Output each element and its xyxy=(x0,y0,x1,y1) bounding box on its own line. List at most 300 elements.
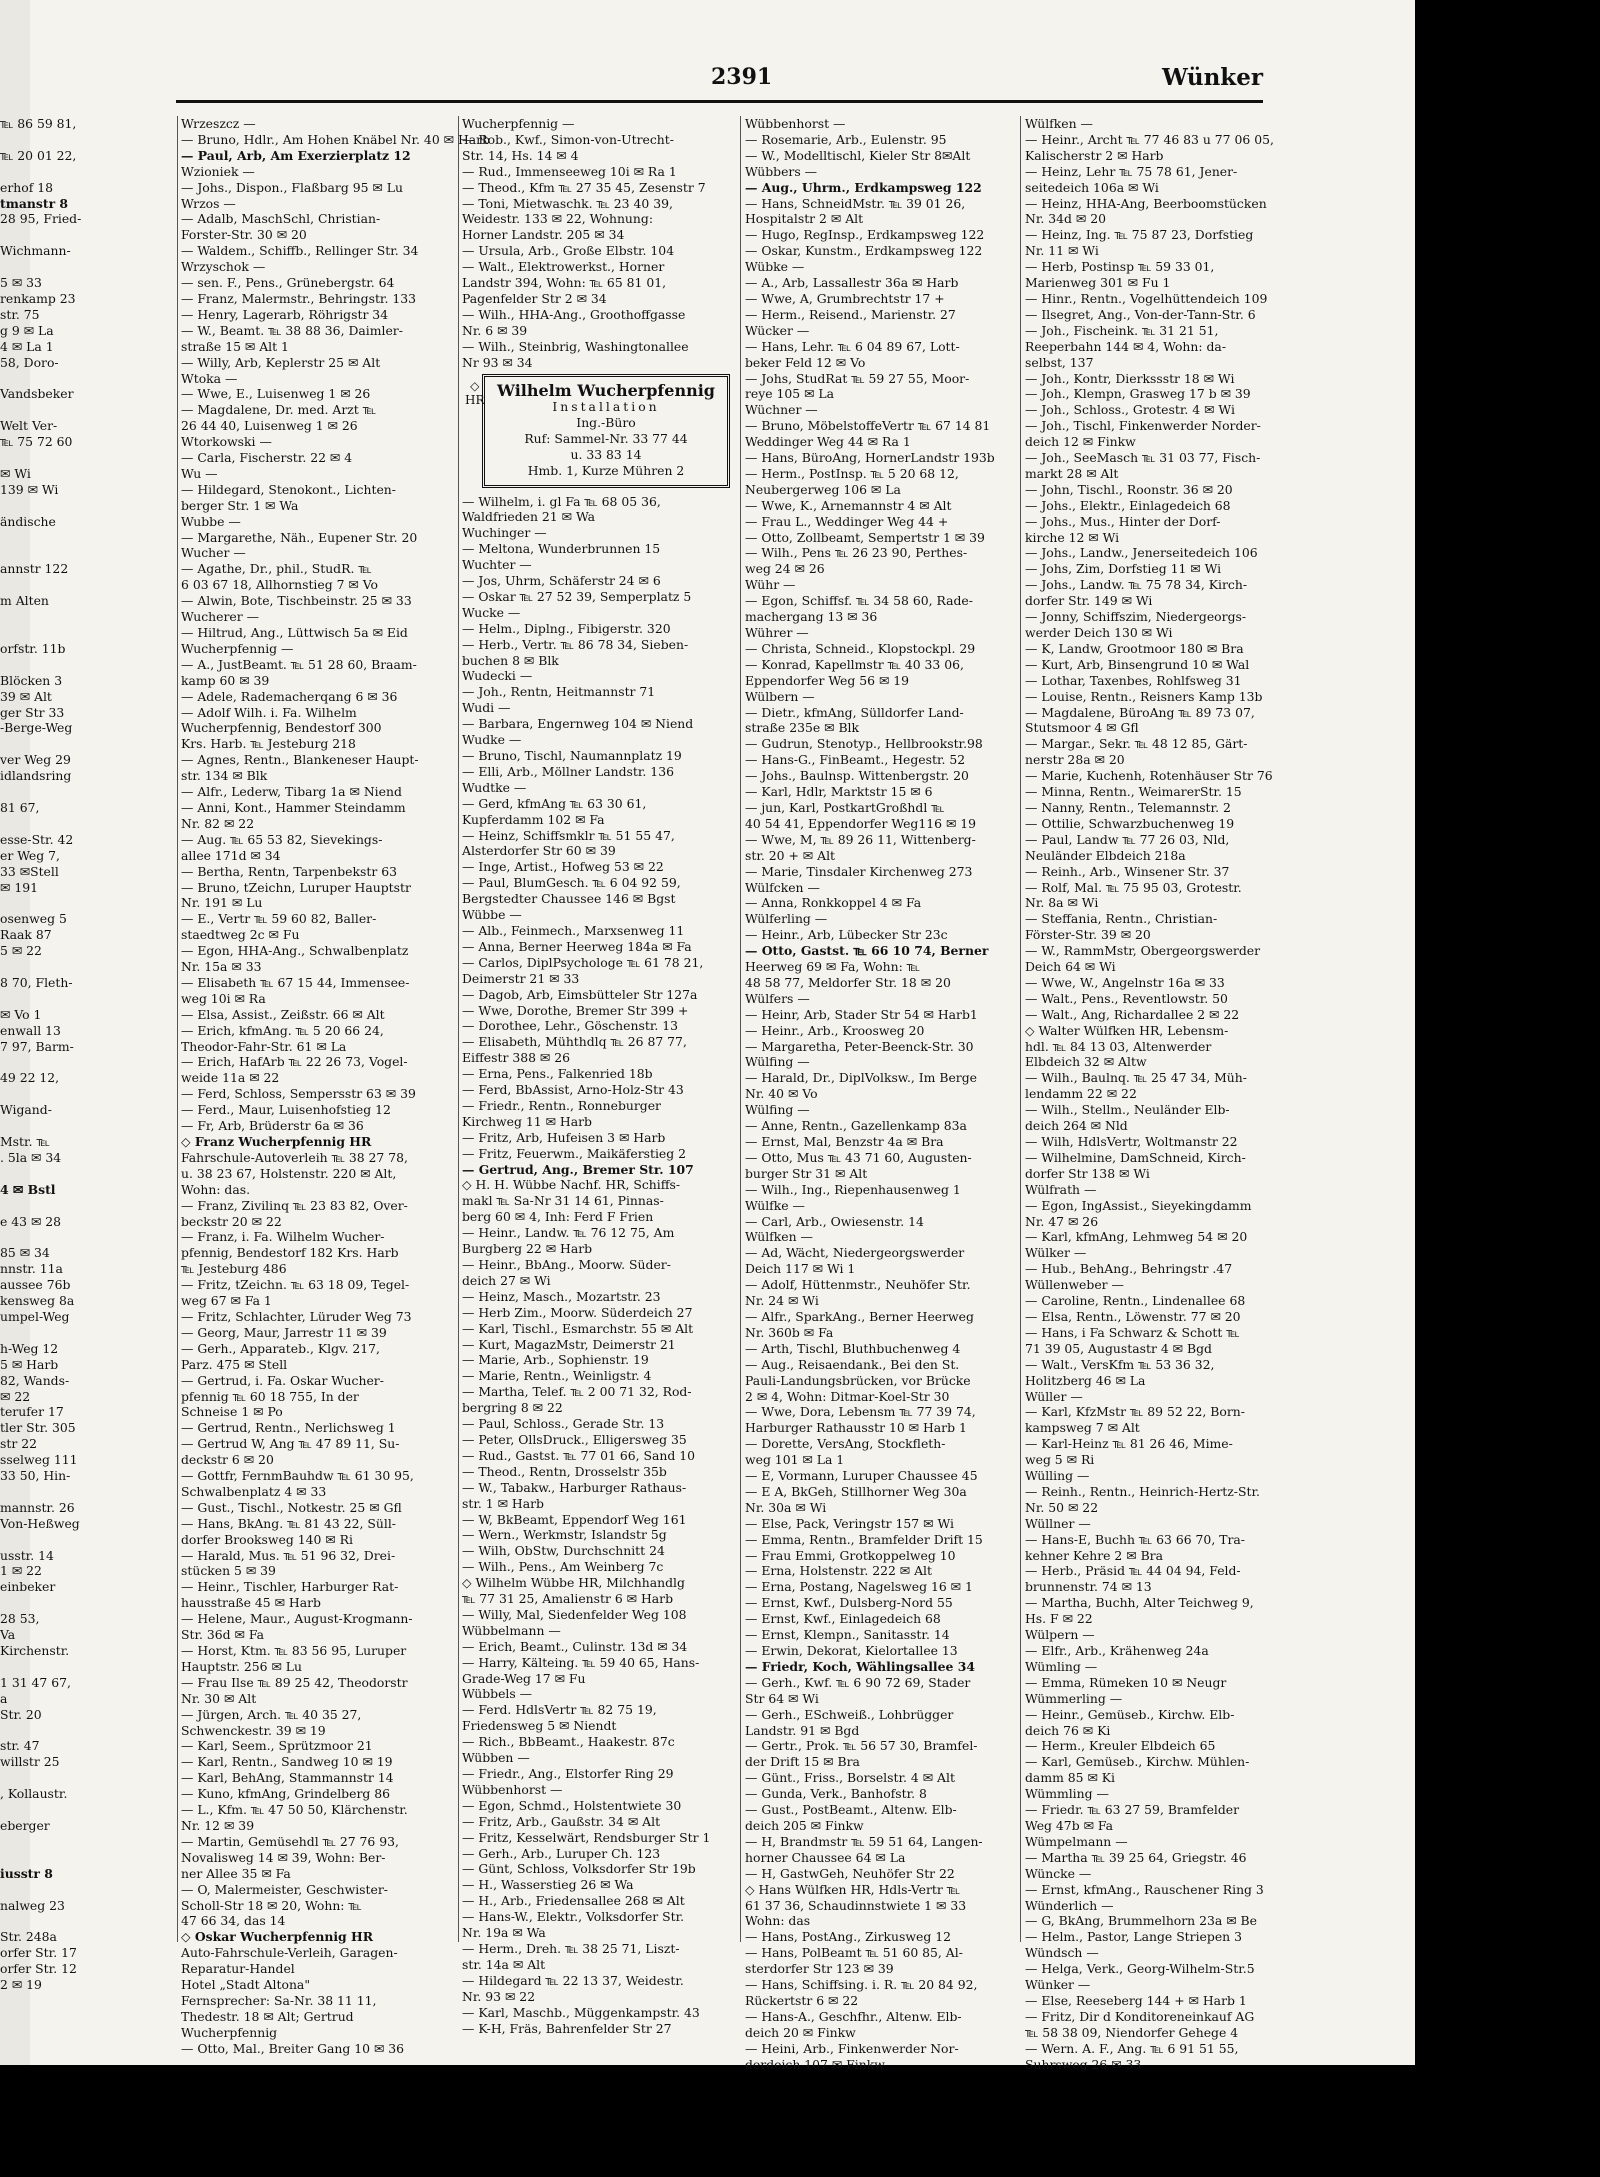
directory-entry: — Heinz, Masch., Mozartstr. 23 xyxy=(462,1288,661,1304)
directory-entry: ✉ 22 xyxy=(0,1388,31,1404)
directory-entry: — L., Kfm. ℡ 47 50 50, Klärchenstr. xyxy=(181,1802,408,1818)
directory-entry xyxy=(0,1659,170,1675)
directory-entry: — Anne, Rentn., Gazellenkamp 83a xyxy=(745,1118,967,1134)
directory-entry: — Herm., Dreh. ℡ 38 25 71, Liszt- xyxy=(462,1940,680,1956)
directory-entry: e 43 ✉ 28 xyxy=(0,1213,62,1229)
directory-entry: — Fritz, Feuerwm., Maikäferstieg 2 xyxy=(462,1145,687,1161)
directory-entry: Wrzyschok — xyxy=(181,259,266,275)
directory-entry: Wümmling — xyxy=(1025,1786,1109,1802)
directory-entry: Wülfing — xyxy=(745,1054,810,1070)
directory-entry: Fahrschule-Autoverleih ℡ 38 27 78, xyxy=(181,1149,408,1165)
directory-entry: — Bruno, tZeichn, Luruper Hauptstr xyxy=(181,879,411,895)
directory-entry: str. 47 xyxy=(0,1738,40,1754)
directory-entry: Kalischerstr 2 ✉ Harb xyxy=(1025,147,1164,163)
directory-entry: — Heinr, Arb, Stader Str 54 ✉ Harb1 xyxy=(745,1006,978,1022)
directory-entry: Wudecki — xyxy=(462,668,533,684)
directory-entry: Wülling — xyxy=(1025,1468,1090,1484)
ad-marker xyxy=(465,379,485,407)
directory-entry: — Bruno, Tischl, Naumannplatz 19 xyxy=(462,748,682,763)
directory-entry: — Gerh., Kwf. ℡ 6 90 72 69, Stader xyxy=(745,1674,971,1690)
directory-entry: — Emma, Rümeken 10 ✉ Neugr xyxy=(1025,1674,1227,1690)
directory-entry: — H., Wasserstieg 26 ✉ Wa xyxy=(462,1877,634,1893)
directory-entry: — Heinr., Archt ℡ 77 46 83 u 77 06 05, xyxy=(1025,131,1274,147)
directory-entry: Wülfken — xyxy=(1025,116,1093,131)
directory-entry: — Gertrud, i. Fa. Oskar Wucher- xyxy=(181,1372,384,1388)
column-0 xyxy=(0,116,170,1993)
directory-entry: — Wilh, HdlsVertr, Woltmanstr 22 xyxy=(1025,1134,1238,1149)
column-2-lower xyxy=(462,494,730,2037)
directory-entry: — Reinh., Arb., Winsener Str. 37 xyxy=(1025,863,1230,879)
directory-entry: — Frau Emmi, Grotkoppelweg 10 xyxy=(745,1547,956,1563)
directory-entry: — Anni, Kont., Hammer Steindamm xyxy=(181,799,406,815)
directory-entry: — Rud., Gastst. ℡ 77 01 66, Sand 10 xyxy=(462,1447,696,1463)
directory-entry: kirche 12 ✉ Wi xyxy=(1025,529,1120,545)
directory-entry: orfstr. 11b xyxy=(0,640,66,656)
directory-entry: — Hans, Lehr. ℡ 6 04 89 67, Lott- xyxy=(745,338,960,354)
directory-entry: — Heinr., BbAng., Moorw. Süder- xyxy=(462,1257,671,1272)
directory-entry: — Wilh., HHA-Ang., Groothoffgasse xyxy=(462,306,686,322)
directory-entry: — Dorothee, Lehr., Göschenstr. 13 xyxy=(462,1018,679,1034)
directory-entry: Weg 47b ✉ Fa xyxy=(1025,1817,1114,1833)
directory-entry: 61 37 36, Schaudinnstwiete 1 ✉ 33 xyxy=(745,1897,967,1913)
directory-entry: osenweg 5 xyxy=(0,911,67,927)
directory-entry: — Martha, Telef. ℡ 2 00 71 32, Rod- xyxy=(462,1384,692,1400)
directory-entry xyxy=(0,991,170,1007)
directory-entry: — Karl, Seem., Sprützmoor 21 xyxy=(181,1738,373,1754)
directory-entry: — Wilh., Pens., Am Weinberg 7c xyxy=(462,1559,664,1575)
directory-entry: — Ernst, Kwf., Einlagedeich 68 xyxy=(745,1611,941,1627)
directory-entry: — Caroline, Rentn., Lindenallee 68 xyxy=(1025,1293,1246,1309)
directory-entry: Weddinger Weg 44 ✉ Ra 1 xyxy=(745,434,911,450)
directory-entry: u. 38 23 67, Holstenstr. 220 ✉ Alt, xyxy=(181,1165,397,1181)
directory-entry: — Herb., Vertr. ℡ 86 78 34, Sieben- xyxy=(462,636,689,652)
directory-entry: — Herb., Präsid ℡ 44 04 94, Feld- xyxy=(1025,1563,1241,1579)
directory-entry xyxy=(0,450,170,466)
directory-entry: — Erich, kfmAng. ℡ 5 20 66 24, xyxy=(181,1022,384,1038)
directory-entry: str. 14a ✉ Alt xyxy=(462,1956,546,1972)
directory-entry: Wuchinger — xyxy=(462,525,547,541)
directory-entry: — Rosemarie, Arb., Eulenstr. 95 xyxy=(745,131,947,147)
directory-entry: — Karl-Heinz ℡ 81 26 46, Mime- xyxy=(1025,1436,1233,1452)
directory-entry: damm 85 ✉ Ki xyxy=(1025,1770,1116,1786)
directory-entry: — Waldem., Schiffb., Rellinger Str. 34 xyxy=(181,243,419,259)
directory-entry: pfennig, Bendestorf 182 Krs. Harb xyxy=(181,1245,399,1261)
directory-entry: — Agnes, Rentn., Blankeneser Haupt- xyxy=(181,752,419,768)
directory-entry: — Hans-A., Geschfhr., Altenw. Elb- xyxy=(745,2008,962,2024)
directory-entry: Scholl-Str 18 ✉ 20, Wohn: ℡ xyxy=(181,1897,362,1913)
directory-entry: — Egon, IngAssist., Sieyekingdamm xyxy=(1025,1197,1252,1213)
directory-entry: — O, Malermeister, Geschwister- xyxy=(181,1881,388,1897)
directory-entry: Nr. 6 ✉ 39 xyxy=(462,322,528,338)
directory-entry: — Hans, i Fa Schwarz & Schott ℡ xyxy=(1025,1324,1240,1340)
directory-entry: ℡ 86 59 81, xyxy=(0,116,77,131)
directory-entry: Wünderlich — xyxy=(1025,1897,1114,1913)
directory-entry: Wucherpfennig — xyxy=(181,640,294,656)
directory-entry: Hospitalstr 2 ✉ Alt xyxy=(745,211,864,227)
directory-entry: Krs. Harb. ℡ Jesteburg 218 xyxy=(181,736,356,752)
directory-entry: Nr. 30a ✉ Wi xyxy=(745,1499,827,1515)
directory-entry: — Anna, Ronkkoppel 4 ✉ Fa xyxy=(745,895,922,911)
directory-entry: — Adolf, Hüttenmstr., Neuhöfer Str. xyxy=(745,1277,971,1293)
directory-entry: weg 24 ✉ 26 xyxy=(745,561,825,577)
directory-entry: — Wwe, E., Luisenweg 1 ✉ 26 xyxy=(181,386,371,402)
directory-entry: Theodor-Fahr-Str. 61 ✉ La xyxy=(181,1038,347,1054)
directory-entry: Fernsprecher: Sa-Nr. 38 11 11, xyxy=(181,1992,377,2008)
directory-entry: deich 20 ✉ Finkw xyxy=(745,2024,856,2040)
directory-entry: — Ferd., Maur, Luisenhofstieg 12 xyxy=(181,1102,391,1118)
directory-entry xyxy=(0,816,170,832)
column-divider xyxy=(1020,116,1021,1942)
directory-entry: Wümmerling — xyxy=(1025,1690,1123,1706)
directory-entry: Eppendorfer Weg 56 ✉ 19 xyxy=(745,672,910,688)
directory-entry: brunnenstr. 74 ✉ 13 xyxy=(1025,1579,1152,1595)
directory-entry: Wülfke — xyxy=(745,1197,805,1213)
directory-entry xyxy=(0,1850,170,1866)
directory-entry: — Rich., BbBeamt., Haakestr. 87c xyxy=(462,1734,675,1750)
directory-entry: — Gust., PostBeamt., Altenw. Elb- xyxy=(745,1802,957,1818)
directory-entry: — Adele, Rademacherqang 6 ✉ 36 xyxy=(181,688,398,704)
directory-entry: — Inge, Artist., Hofweg 53 ✉ 22 xyxy=(462,859,664,875)
directory-entry: — Gerh., Arb., Luruper Ch. 123 xyxy=(462,1845,661,1861)
directory-entry: — Ferd. HdlsVertr ℡ 82 75 19, xyxy=(462,1702,657,1718)
directory-entry: Wübbe — xyxy=(462,907,522,923)
directory-entry: ✉ Wi xyxy=(0,465,31,481)
directory-entry: — Louise, Rentn., Reisners Kamp 13b xyxy=(1025,688,1263,704)
directory-entry xyxy=(0,498,170,514)
directory-entry: Wuchter — xyxy=(462,557,532,573)
directory-entry: — Gerh., Apparateb., Klgv. 217, xyxy=(181,1340,380,1356)
directory-entry: ℡ 75 72 60 xyxy=(0,434,73,450)
directory-entry: — Karl, BehAng, Stammannstr 14 xyxy=(181,1770,394,1786)
directory-entry: Wrzeszcz — xyxy=(181,116,256,131)
directory-entry: — Johs, Zim, Dorfstieg 11 ✉ Wi xyxy=(1025,561,1222,577)
directory-entry: — Carla, Fischerstr. 22 ✉ 4 xyxy=(181,450,353,466)
directory-entry: — Rob., Kwf., Simon-von-Utrecht- xyxy=(462,131,674,147)
directory-entry: Wüchner — xyxy=(745,402,818,418)
directory-entry: ändische xyxy=(0,513,56,529)
directory-entry: Schneise 1 ✉ Po xyxy=(181,1404,283,1420)
directory-entry: — Rolf, Mal. ℡ 75 95 03, Grotestr. xyxy=(1025,879,1242,895)
directory-entry: — Karl, Rentn., Sandweg 10 ✉ 19 xyxy=(181,1754,393,1770)
directory-entry: Nr. 15a ✉ 33 xyxy=(181,959,262,975)
directory-entry: weg 67 ✉ Fa 1 xyxy=(181,1293,272,1309)
directory-entry: Stutsmoor 4 ✉ Gfl xyxy=(1025,720,1139,736)
directory-entry: weg 5 ✉ Ri xyxy=(1025,1452,1095,1468)
directory-entry: Wucher — xyxy=(181,545,246,561)
directory-entry xyxy=(0,1532,170,1548)
directory-entry: — H, GastwGeh, Neuhöfer Str 22 xyxy=(745,1865,955,1881)
directory-entry: 71 39 05, Augustastr 4 ✉ Bgd xyxy=(1025,1340,1212,1356)
directory-entry: Wudke — xyxy=(462,732,522,748)
directory-entry: 40 54 41, Eppendorfer Weg116 ✉ 19 xyxy=(745,815,977,831)
directory-entry: ◇ Oskar Wucherpfennig HR xyxy=(181,1929,374,1945)
directory-entry: — Erich, HafArb ℡ 22 26 73, Vogel- xyxy=(181,1054,408,1070)
directory-entry: Wucherpfennig, Bendestorf 300 xyxy=(181,720,382,736)
directory-entry: Wünker — xyxy=(1025,1977,1091,1993)
directory-entry: — Gertrud, Ang., Bremer Str. 107 xyxy=(462,1161,694,1177)
directory-entry: 4 ✉ La 1 xyxy=(0,338,54,354)
directory-entry: — Erna, Holstenstr. 222 ✉ Alt xyxy=(745,1563,932,1579)
directory-entry: kensweg 8a xyxy=(0,1293,75,1309)
directory-entry: Wührer — xyxy=(745,625,809,640)
directory-entry: reye 105 ✉ La xyxy=(745,386,835,402)
directory-entry: — Joh., Klempn, Grasweg 17 b ✉ 39 xyxy=(1025,386,1251,402)
directory-entry: — Hinr., Rentn., Vogelhüttendeich 109 xyxy=(1025,290,1268,306)
directory-entry: — Gunda, Verk., Banhofstr. 8 xyxy=(745,1786,927,1802)
directory-entry: ◇ Walter Wülfken HR, Lebensm- xyxy=(1025,1022,1229,1038)
directory-entry: ner Allee 35 ✉ Fa xyxy=(181,1865,291,1881)
directory-entry: — Paul, Landw ℡ 77 26 03, Nld, xyxy=(1025,831,1230,847)
directory-entry: — Johs., Dispon., Flaßbarg 95 ✉ Lu xyxy=(181,179,403,195)
directory-entry: — Johs., Elektr., Einlagedeich 68 xyxy=(1025,497,1231,513)
directory-entry: — Hub., BehAng., Behringstr .47 xyxy=(1025,1261,1233,1277)
directory-entry xyxy=(0,1166,170,1182)
directory-entry: — Ad, Wächt, Niedergeorgswerder xyxy=(745,1245,965,1261)
directory-entry: Wülbern — xyxy=(745,688,815,704)
directory-entry: — E., Vertr ℡ 59 60 82, Baller- xyxy=(181,911,377,927)
directory-entry: eberger xyxy=(0,1817,50,1833)
directory-entry: — Bruno, Hdlr., Am Hohen Knäbel Nr. 40 ✉ Harb xyxy=(181,131,491,147)
directory-entry: dorfer Brooksweg 140 ✉ Ri xyxy=(181,1531,353,1547)
directory-entry: — Anna, Berner Heerweg 184a ✉ Fa xyxy=(462,938,692,954)
directory-entry: — Joh., SeeMasch ℡ 31 03 77, Fisch- xyxy=(1025,450,1261,466)
directory-entry: m Alten xyxy=(0,593,49,609)
directory-entry: — Fritz, Dir d Konditoreneinkauf AG xyxy=(1025,2008,1255,2024)
directory-entry: Wübbenhorst — xyxy=(462,1781,563,1797)
directory-entry: — Heinr., Landw. ℡ 76 12 75, Am xyxy=(462,1225,675,1241)
directory-entry: — Gust., Tischl., Notkestr. 25 ✉ Gfl xyxy=(181,1499,402,1515)
directory-entry: — Hildegard, Stenokont., Lichten- xyxy=(181,481,396,497)
directory-entry xyxy=(0,1882,170,1898)
directory-entry: Nr. 8a ✉ Wi xyxy=(1025,895,1099,911)
directory-entry: — Helga, Verk., Georg-Wilhelm-Str.5 xyxy=(1025,1961,1255,1977)
directory-entry: Vandsbeker xyxy=(0,386,74,402)
directory-entry: — Magdalene, Dr. med. Arzt ℡ xyxy=(181,402,377,418)
directory-entry: 26 44 40, Luisenweg 1 ✉ 26 xyxy=(181,418,358,434)
directory-entry: 81 67, xyxy=(0,799,40,815)
directory-entry: — Minna, Rentn., WeimarerStr. 15 xyxy=(1025,784,1242,800)
directory-entry: — Günt., Friss., Borselstr. 4 ✉ Alt xyxy=(745,1770,955,1786)
directory-entry: Wülker — xyxy=(1025,1245,1087,1261)
directory-entry: — Hugo, RegInsp., Erdkampsweg 122 xyxy=(745,227,985,243)
directory-entry xyxy=(0,545,170,561)
directory-entry: straße 235e ✉ Blk xyxy=(745,720,860,736)
directory-entry: — Carl, Arb., Owiesenstr. 14 xyxy=(745,1213,924,1229)
directory-entry: ◇ Franz Wucherpfennig HR xyxy=(181,1134,372,1149)
directory-entry: 28 53, xyxy=(0,1611,40,1627)
directory-entry: — Karl, Maschb., Müggenkampstr. 43 xyxy=(462,2004,700,2020)
directory-entry: — Marie, Kuchenh, Rotenhäuser Str 76 xyxy=(1025,768,1273,784)
directory-entry: straße 15 ✉ Alt 1 xyxy=(181,338,289,354)
directory-entry: 5 ✉ 22 xyxy=(0,943,42,959)
directory-entry: 7 97, Barm- xyxy=(0,1038,74,1054)
directory-entry: — Johs., Mus., Hinter der Dorf- xyxy=(1025,513,1221,529)
directory-entry: Wübke — xyxy=(745,259,805,275)
directory-entry: — W., Beamt. ℡ 38 88 36, Daimler- xyxy=(181,322,403,338)
directory-entry: orfer Str. 12 xyxy=(0,1961,77,1977)
header-rule xyxy=(176,100,1263,103)
directory-entry: — Fritz, Kesselwärt, Rendsburger Str 1 xyxy=(462,1829,711,1845)
directory-entry: — Hans-G., FinBeamt., Hegestr. 52 xyxy=(745,752,966,768)
directory-entry: buchen 8 ✉ Blk xyxy=(462,652,559,668)
directory-entry: er Weg 7, xyxy=(0,847,60,863)
directory-entry: str. 75 xyxy=(0,306,40,322)
directory-entry: Heerweg 69 ✉ Fa, Wohn: ℡ xyxy=(745,959,920,975)
directory-entry: — Arth, Tischl, Bluthbuchenweg 4 xyxy=(745,1340,961,1356)
directory-entry: — Elli, Arb., Möllner Landstr. 136 xyxy=(462,763,674,779)
directory-entry: Wübbels — xyxy=(462,1686,533,1702)
directory-entry: deich 76 ✉ Ki xyxy=(1025,1722,1111,1738)
directory-entry: — Herm., Reisend., Marienstr. 27 xyxy=(745,306,956,322)
directory-entry: — Harry, Kälteing. ℡ 59 40 65, Hans- xyxy=(462,1654,700,1670)
directory-entry: — A., JustBeamt. ℡ 51 28 60, Braam- xyxy=(181,656,417,672)
directory-entry: — Aug., Reisaendank., Bei den St. xyxy=(745,1356,960,1372)
directory-entry: Rückertstr 6 ✉ 22 xyxy=(745,1992,859,2008)
directory-entry: — Johs., Landw. ℡ 75 78 34, Kirch- xyxy=(1025,577,1248,593)
directory-entry: lendamm 22 ✉ 22 xyxy=(1025,1086,1137,1102)
directory-entry xyxy=(0,1484,170,1500)
directory-entry: — Helm., Pastor, Lange Striepen 3 xyxy=(1025,1929,1242,1945)
directory-entry: staedtweg 2c ✉ Fu xyxy=(181,927,300,943)
directory-entry: dorfer Str 138 ✉ Wi xyxy=(1025,1165,1150,1181)
directory-entry: — Gerh., ESchweiß., Lohbrügger xyxy=(745,1706,954,1722)
directory-entry: Reparatur-Handel xyxy=(181,1961,295,1977)
directory-entry: — Paul, Schloss., Gerade Str. 13 xyxy=(462,1416,665,1432)
directory-entry xyxy=(0,1595,170,1611)
directory-entry: — Wern., Werkmstr, Islandstr 5g xyxy=(462,1527,667,1543)
directory-entry: nalweg 23 xyxy=(0,1897,65,1913)
directory-entry: Wohn: das. xyxy=(181,1181,251,1197)
directory-entry: — Walt., Elektrowerkst., Horner xyxy=(462,259,665,275)
directory-entry: Bergstedter Chaussee 146 ✉ Bgst xyxy=(462,891,676,907)
directory-entry: Deich 64 ✉ Wi xyxy=(1025,959,1116,975)
directory-entry: — Ottilie, Schwarzbuchenweg 19 xyxy=(1025,815,1235,831)
directory-entry: — Heinz, HHA-Ang, Beerboomstücken xyxy=(1025,195,1267,211)
directory-entry: Wohn: das xyxy=(745,1913,811,1929)
directory-entry: Wüncke — xyxy=(1025,1865,1092,1881)
directory-entry: Nr. 360b ✉ Fa xyxy=(745,1324,834,1340)
directory-entry: 47 66 34, das 14 xyxy=(181,1913,286,1929)
hr-mark: HR xyxy=(465,392,485,407)
directory-entry: — Hans, Schiffsing. i. R. ℡ 20 84 92, xyxy=(745,1977,978,1993)
directory-entry: — Paul, BlumGesch. ℡ 6 04 92 59, xyxy=(462,875,681,891)
ad-line: Ing.-Büro xyxy=(576,414,636,430)
directory-entry: Wigand- xyxy=(0,1102,52,1118)
directory-entry: Nr. 24 ✉ Wi xyxy=(745,1293,819,1309)
directory-entry: ◇ H. H. Wübbe Nachf. HR, Schiffs- xyxy=(462,1177,681,1193)
directory-entry: selbst, 137 xyxy=(1025,354,1094,370)
directory-entry: markt 28 ✉ Alt xyxy=(1025,465,1119,481)
ad-line: Hmb. 1, Kurze Mühren 2 xyxy=(527,462,685,478)
directory-entry: 33 50, Hin- xyxy=(0,1468,71,1484)
directory-entry: Wtoka — xyxy=(181,370,238,386)
directory-entry: — Meltona, Wunderbrunnen 15 xyxy=(462,541,661,557)
directory-entry: Wündsch — xyxy=(1025,1945,1099,1961)
directory-entry: 28 95, Fried- xyxy=(0,211,82,227)
directory-entry: Wzioniek — xyxy=(181,163,255,179)
directory-entry: — Jos, Uhrm, Schäferstr 24 ✉ 6 xyxy=(462,573,661,589)
directory-entry: Wtorkowski — xyxy=(181,434,272,450)
directory-entry: — Else, Pack, Veringstr 157 ✉ Wi xyxy=(745,1515,954,1531)
directory-entry: kampsweg 7 ✉ Alt xyxy=(1025,1420,1140,1436)
directory-entry: — Ilsegret, Ang., Von-der-Tann-Str. 6 xyxy=(1025,306,1256,322)
directory-entry: Hotel „Stadt Altona" xyxy=(181,1977,311,1993)
directory-entry: . 5la ✉ 34 xyxy=(0,1149,62,1165)
directory-entry: — Ernst, Klempn., Sanitasstr. 14 xyxy=(745,1627,950,1643)
directory-entry: — Margaretha, Peter-Beenck-Str. 30 xyxy=(745,1038,974,1054)
directory-entry: — Wilhelm, i. gl Fa ℡ 68 05 36, xyxy=(462,493,661,509)
directory-entry: tler Str. 305 xyxy=(0,1420,76,1436)
directory-entry: ℡ 20 01 22, xyxy=(0,147,77,163)
directory-entry: — Alb., Feinmech., Marxsenweg 11 xyxy=(462,922,685,938)
directory-entry: — Herb, Postinsp ℡ 59 33 01, xyxy=(1025,259,1215,275)
directory-entry: — Hans-W., Elektr., Volksdorfer Str. xyxy=(462,1909,685,1925)
directory-entry: — Günt, Schloss, Volksdorfer Str 19b xyxy=(462,1861,696,1877)
directory-entry: Str. 14, Hs. 14 ✉ 4 xyxy=(462,147,579,163)
directory-entry: Wucherpfennig xyxy=(181,2024,278,2040)
directory-entry: — Adalb, MaschSchl, Christian- xyxy=(181,211,381,227)
directory-entry: deich 205 ✉ Finkw xyxy=(745,1817,864,1833)
directory-entry: kehner Kehre 2 ✉ Bra xyxy=(1025,1547,1163,1563)
directory-entry: Pauli-Landungsbrücken, vor Brücke xyxy=(745,1372,971,1388)
directory-entry: — Ernst, Kwf., Dulsberg-Nord 55 xyxy=(745,1595,953,1611)
directory-entry: — Otto, Mal., Breiter Gang 10 ✉ 36 xyxy=(181,2040,405,2056)
directory-entry: Wülferling — xyxy=(745,911,828,927)
directory-entry: Deich 117 ✉ Wi 1 xyxy=(745,1261,856,1277)
directory-entry: aussee 76b xyxy=(0,1277,71,1293)
directory-entry: Novalisweg 14 ✉ 39, Wohn: Ber- xyxy=(181,1849,386,1865)
directory-entry: Eiffestr 388 ✉ 26 xyxy=(462,1050,571,1066)
directory-entry: — Wilh., Pens ℡ 26 23 90, Perthes- xyxy=(745,545,968,561)
directory-entry: — sen. F., Pens., Grünebergstr. 64 xyxy=(181,275,395,291)
directory-entry xyxy=(0,1086,170,1102)
ad-line: Ruf: Sammel-Nr. 33 77 44 xyxy=(524,430,688,446)
directory-entry: — Otto, Mus ℡ 43 71 60, Augusten- xyxy=(745,1149,972,1165)
directory-entry: stücken 5 ✉ 39 xyxy=(181,1563,276,1579)
directory-entry: 82, Wands- xyxy=(0,1372,70,1388)
directory-entry: — W., Modelltischl, Kieler Str 8✉Alt xyxy=(745,147,971,163)
directory-entry: 4 ✉ Bstl xyxy=(0,1181,56,1197)
directory-entry: Wülfcken — xyxy=(745,879,820,895)
directory-entry: Pagenfelder Str 2 ✉ 34 xyxy=(462,290,607,306)
directory-entry: — Fritz, tZeichn. ℡ 63 18 09, Tegel- xyxy=(181,1277,410,1293)
directory-entry: Nr. 50 ✉ 22 xyxy=(1025,1499,1099,1515)
directory-entry xyxy=(0,1325,170,1341)
directory-entry xyxy=(0,1802,170,1818)
diamond-icon: ◇ xyxy=(470,378,480,393)
directory-entry: ℡ 77 31 25, Amalienstr 6 ✉ Harb xyxy=(462,1591,674,1607)
directory-entry: — Hildegard ℡ 22 13 37, Weidestr. xyxy=(462,1972,684,1988)
directory-entry: — Joh., Rentn, Heitmannstr 71 xyxy=(462,684,656,700)
directory-entry: 5 ✉ 33 xyxy=(0,275,42,291)
directory-entry: — Peter, OllsDruck., Elligersweg 35 xyxy=(462,1431,687,1447)
directory-entry: h-Weg 12 xyxy=(0,1340,59,1356)
directory-entry: — Hans, BüroAng, HornerLandstr 193b xyxy=(745,450,995,466)
directory-entry: — W, BkBeamt, Eppendorf Weg 161 xyxy=(462,1511,687,1527)
directory-entry: — Egon, Schiffsf. ℡ 34 58 60, Rade- xyxy=(745,593,973,609)
directory-entry: Wübbenhorst — xyxy=(745,116,846,131)
directory-entry: — E, Vormann, Luruper Chaussee 45 xyxy=(745,1468,978,1484)
directory-entry: Wülfing — xyxy=(745,1102,810,1118)
directory-entry: — Theod., Kfm ℡ 27 35 45, Zesenstr 7 xyxy=(462,179,706,195)
directory-entry: deich 12 ✉ Finkw xyxy=(1025,434,1136,450)
directory-entry: Alsterdorfer Str 60 ✉ 39 xyxy=(462,843,616,859)
directory-entry: Kirchweg 11 ✉ Harb xyxy=(462,1113,592,1129)
directory-entry xyxy=(0,1723,170,1739)
directory-entry: nerstr 28a ✉ 20 xyxy=(1025,752,1125,768)
directory-entry: str 22 xyxy=(0,1436,37,1452)
directory-entry xyxy=(0,259,170,275)
